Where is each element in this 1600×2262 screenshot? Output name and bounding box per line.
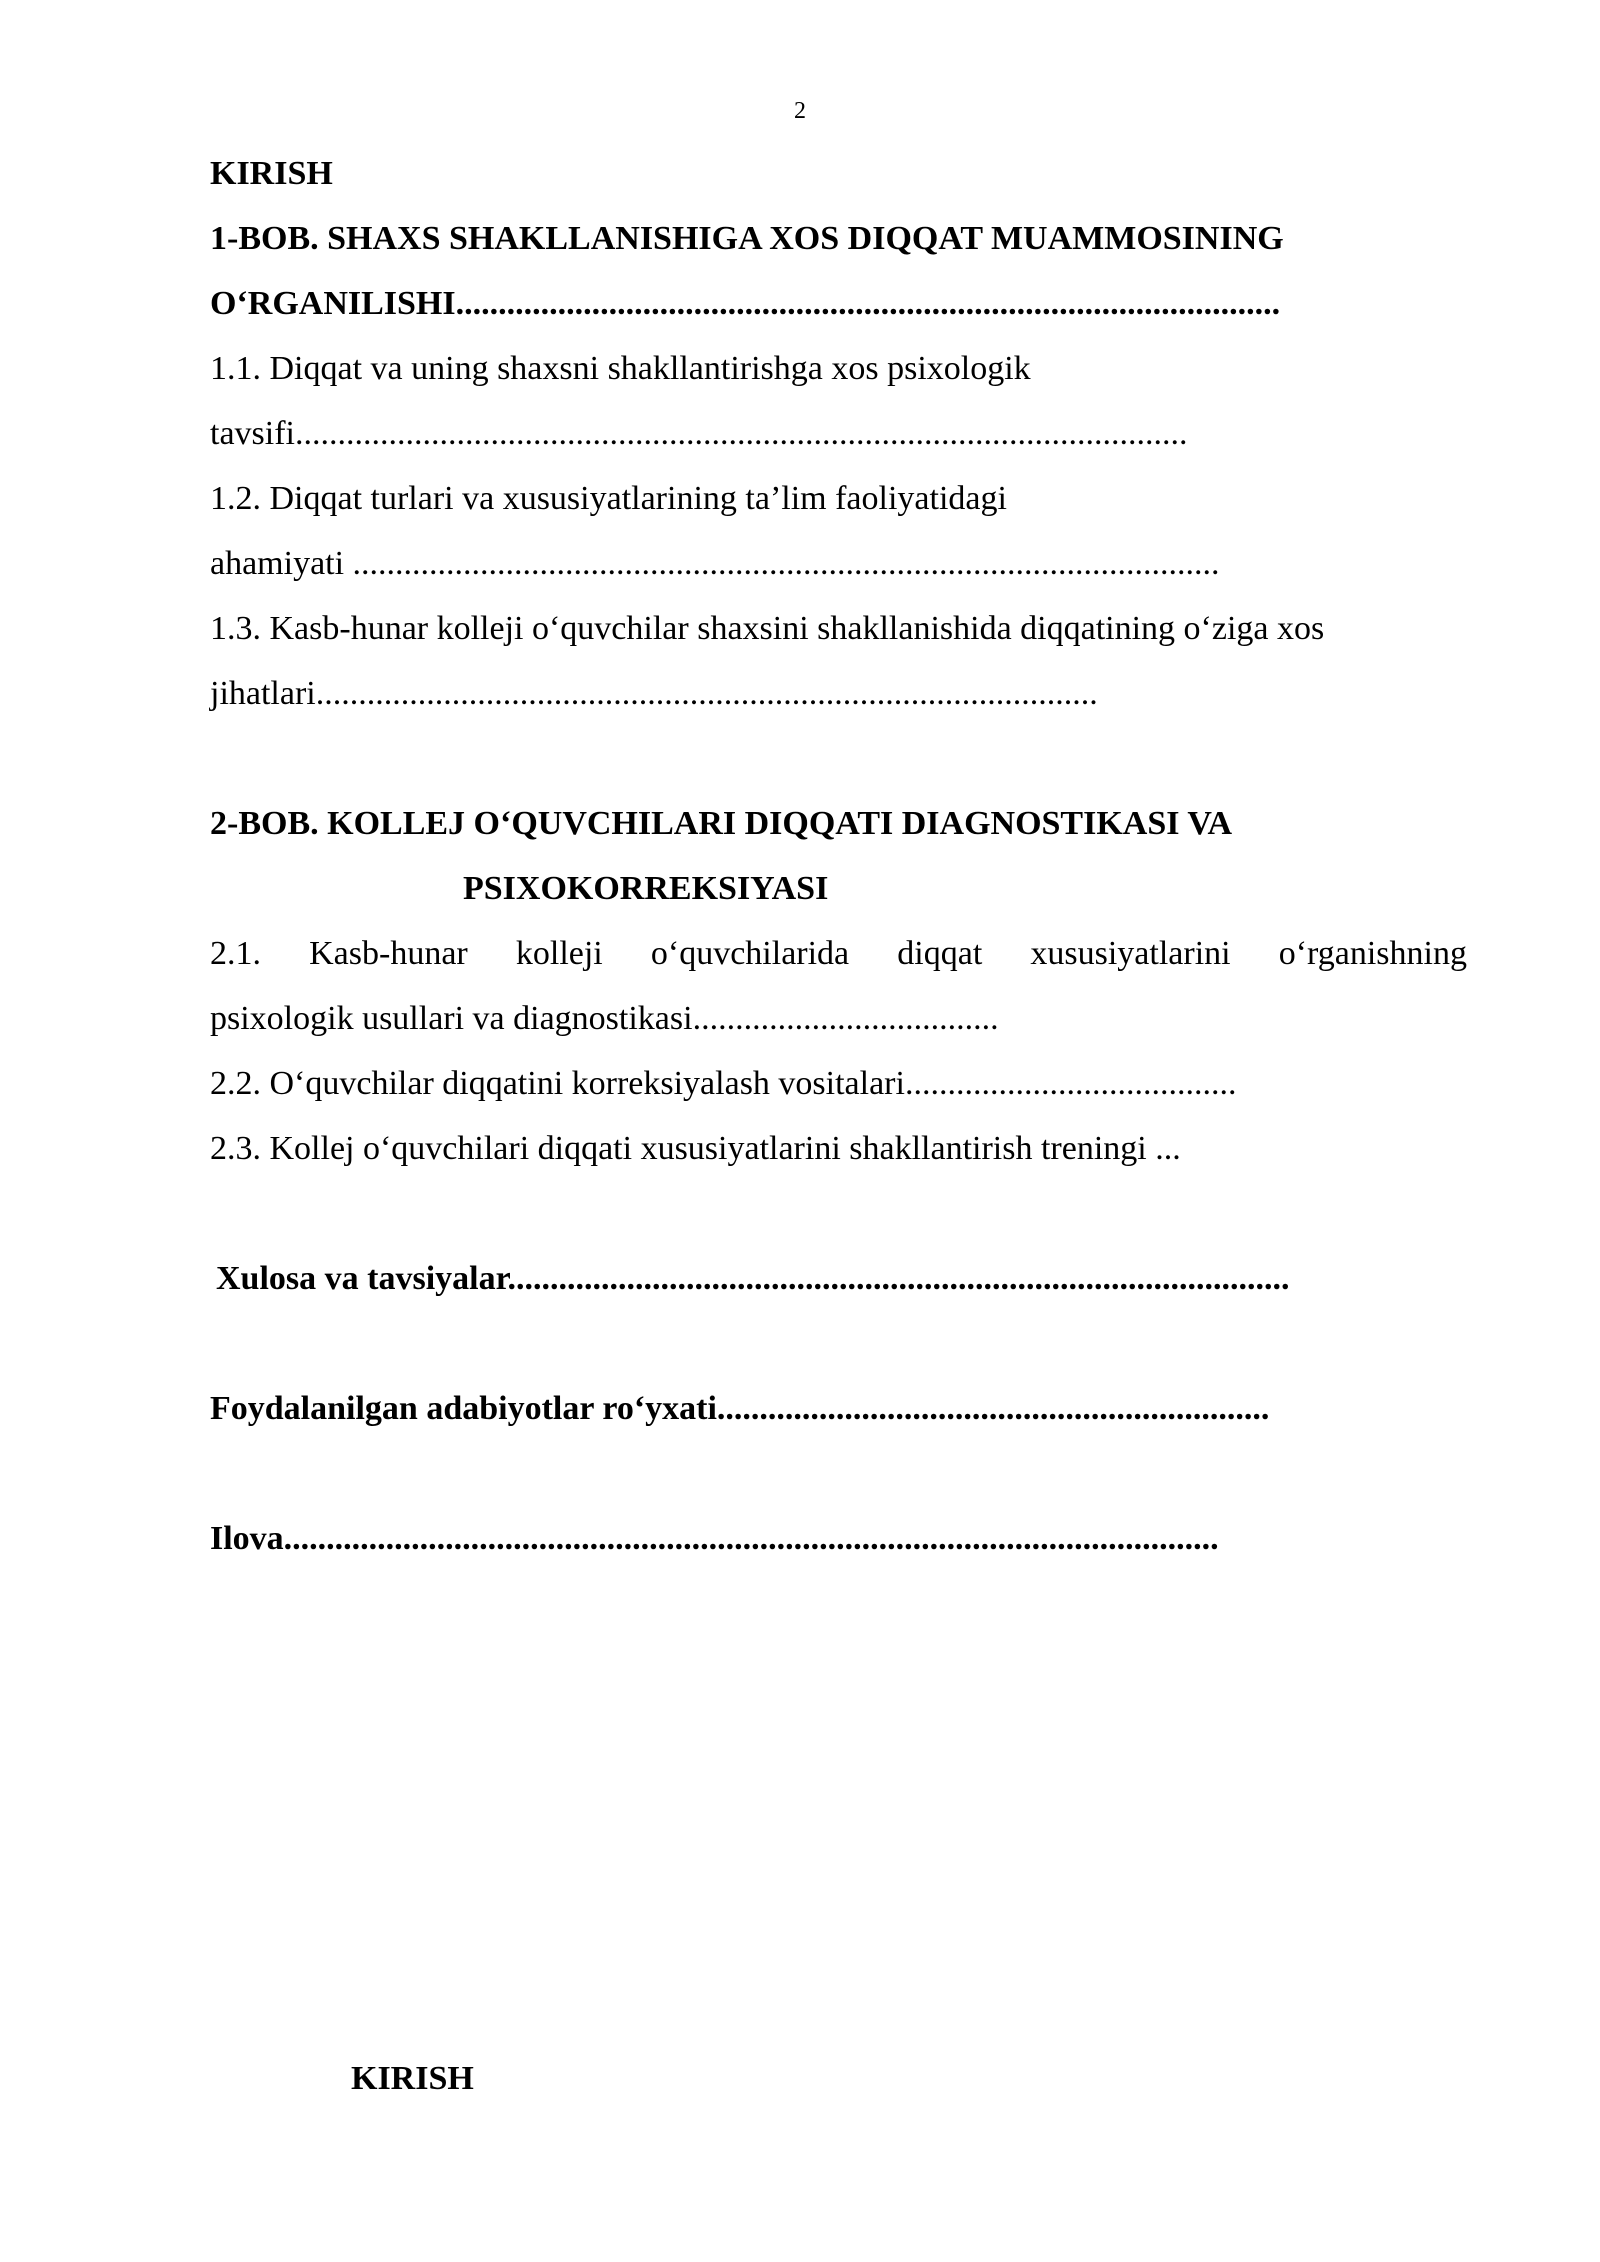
toc-references: Foydalanilgan adabiyotlar ro‘yxati................................................................. <box>210 1390 1270 1427</box>
toc-section-2-1 <box>210 934 1467 974</box>
toc-section-1-2-cont: ahamiyati ...................................................................................................... <box>210 545 1220 582</box>
toc-chapter1-title: 1-BOB. SHAXS SHAKLLANISHIGA XOS DIQQAT MUAMMOSINING <box>210 220 1284 257</box>
toc-section-1-1-cont: tavsifi......................................................................................................... <box>210 415 1188 452</box>
toc-section-2-2: 2.2. O‘quvchilar diqqatini korreksiyalash vositalari....................................... <box>210 1065 1237 1102</box>
toc-word: diqqat <box>897 935 983 972</box>
toc-chapter2-title: 2-BOB. KOLLEJ O‘QUVCHILARI DIQQATI DIAGNOSTIKASI VA <box>210 805 1233 842</box>
toc-word: Kasb-hunar <box>309 935 468 972</box>
toc-section-1-3: 1.3. Kasb-hunar kolleji o‘quvchilar shaxsini shakllanishida diqqatining o‘ziga xos <box>210 610 1325 647</box>
toc-chapter1-title-cont: O‘RGANILISHI................................................................................................. <box>210 285 1281 322</box>
section-heading-introduction: KIRISH <box>351 2060 474 2097</box>
toc-section-2-1-cont: psixologik usullari va diagnostikasi.................................... <box>210 1000 999 1037</box>
toc-introduction: KIRISH <box>210 155 333 192</box>
toc-chapter2-title-cont: PSIXOKORREKSIYASI <box>463 870 829 907</box>
toc-section-2-3: 2.3. Kollej o‘quvchilari diqqati xususiyatlarini shakllantirish treningi ... <box>210 1130 1181 1167</box>
toc-word: kolleji <box>515 935 603 972</box>
toc-section-1-3-cont: jihatlari............................................................................................ <box>210 675 1098 712</box>
toc-conclusion: Xulosa va tavsiyalar............................................................................................ <box>216 1260 1290 1297</box>
toc-section-1-2: 1.2. Diqqat turlari va xususiyatlarining ta’lim faoliyatidagi <box>210 480 1007 517</box>
toc-word: o‘quvchilarida <box>650 935 850 972</box>
toc-word: xususiyatlarini <box>1030 935 1231 972</box>
toc-word: 2.1. <box>210 935 261 972</box>
toc-section-1-1: 1.1. Diqqat va uning shaxsni shakllantirishga xos psixologik <box>210 350 1031 387</box>
toc-appendix: Ilova.............................................................................................................. <box>210 1520 1219 1557</box>
toc-word: o‘rganishning <box>1278 935 1467 972</box>
page-number: 2 <box>794 98 806 124</box>
